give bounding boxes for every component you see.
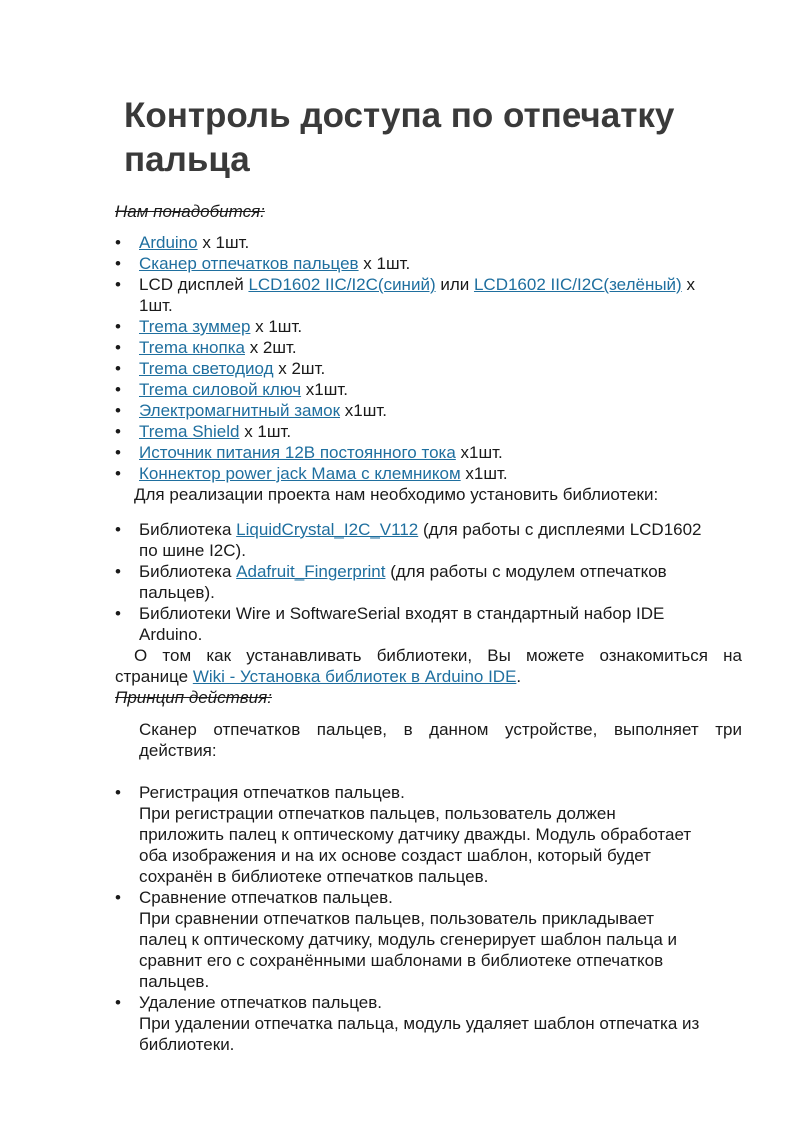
list-item: [115, 400, 745, 421]
action-desc: палец к оптическому датчику, модуль сгенерирует шаблон пальца и: [139, 930, 678, 949]
principle-heading: Принцип действия:: [115, 688, 272, 707]
action-name: • Удаление отпечатков пальцев.: [139, 993, 382, 1012]
action-name: • Сравнение отпечатков пальцев.: [139, 888, 393, 907]
list-item: [115, 463, 745, 484]
list-item: [115, 274, 745, 316]
action-desc: сравнит его с сохранёнными шаблонами в библиотеке отпечатков: [139, 951, 664, 970]
part-text: или: [435, 275, 474, 294]
action-desc: сохранён в библиотеке отпечатков пальцев.: [139, 867, 489, 886]
lib-text: пальцев).: [139, 583, 215, 602]
list-item: [115, 603, 745, 645]
lib-text: Библиотеки Wire и SoftwareSerial входят в стандартный набор IDE: [139, 604, 665, 623]
part-link-arduino[interactable]: Arduino: [139, 233, 198, 252]
part-link-button[interactable]: Trema кнопка: [139, 338, 245, 357]
part-link-led[interactable]: Trema светодиод: [139, 359, 274, 378]
part-qty: x 2шт.: [273, 359, 326, 378]
part-link-lock[interactable]: Электромагнитный замок: [139, 401, 341, 420]
lib-text: по шине I2C).: [139, 541, 246, 560]
libs-intro: Для реализации проекта нам необходимо установить библиотеки:: [134, 485, 659, 504]
principle-intro-text: Сканер отпечатков пальцев, в данном устройстве, выполняет три: [139, 720, 742, 739]
needs-heading: Нам понадобится:: [115, 202, 265, 221]
install-text: О том как устанавливать библиотеки, Вы можете ознакомиться на: [134, 646, 742, 665]
part-qty: 1шт.: [139, 296, 173, 315]
part-text: LCD дисплей: [139, 275, 249, 294]
part-qty: x 1шт.: [197, 233, 250, 252]
action-desc: При регистрации отпечатков пальцев, пользователь должен: [139, 804, 616, 823]
actions-list: [115, 782, 745, 1055]
list-item: [115, 421, 745, 442]
part-qty: x 1шт.: [358, 254, 411, 273]
part-link-lcd-green[interactable]: LCD1602 IIC/I2C(зелёный): [473, 275, 682, 294]
part-link-lcd-blue[interactable]: LCD1602 IIC/I2C(синий): [248, 275, 436, 294]
list-item: [115, 442, 745, 463]
list-item: [115, 992, 745, 1055]
part-link-power-switch[interactable]: Trema силовой ключ: [139, 380, 302, 399]
list-item: [115, 379, 745, 400]
action-desc: приложить палец к оптическому датчику дважды. Модуль обработает: [139, 825, 692, 844]
principle-intro: [139, 719, 742, 761]
lib-link-fingerprint[interactable]: Adafruit_Fingerprint: [236, 562, 386, 581]
action-name: • Регистрация отпечатков пальцев.: [139, 783, 405, 802]
part-qty: x 1шт.: [239, 422, 292, 441]
action-desc: При удалении отпечатка пальца, модуль удаляет шаблон отпечатка из: [139, 1014, 700, 1033]
part-link-buzzer[interactable]: Trema зуммер: [139, 317, 251, 336]
list-item: [115, 519, 745, 561]
list-item: [115, 561, 745, 603]
part-link-power-jack[interactable]: Коннектор power jack Мама с клемником: [139, 464, 461, 483]
list-item: [115, 887, 745, 992]
list-item: [115, 232, 745, 253]
part-qty: x1шт.: [340, 401, 387, 420]
part-qty: x1шт.: [455, 443, 503, 462]
lib-text: (для работы с модулем отпечатков: [385, 562, 667, 581]
list-item: [115, 358, 745, 379]
lib-text: Библиотека: [139, 562, 237, 581]
install-paragraph: [115, 645, 742, 687]
list-item: [115, 316, 745, 337]
lib-text: Arduino.: [139, 625, 203, 644]
parts-list: [115, 232, 745, 484]
part-qty: x1шт.: [460, 464, 508, 483]
part-link-shield[interactable]: Trema Shield: [139, 422, 240, 441]
list-item: [115, 253, 745, 274]
action-desc: библиотеки.: [139, 1035, 235, 1054]
lib-link-liquidcrystal[interactable]: LiquidCrystal_I2C_V112: [236, 520, 419, 539]
lib-text: (для работы с дисплеями LCD1602: [418, 520, 702, 539]
part-link-power-supply[interactable]: Источник питания 12В постоянного тока: [139, 443, 456, 462]
lib-text: Библиотека: [139, 520, 237, 539]
install-text: .: [516, 667, 522, 686]
page-title: Контроль доступа по отпечатку пальца: [124, 96, 675, 179]
part-qty: x1шт.: [301, 380, 349, 399]
action-desc: пальцев.: [139, 972, 210, 991]
list-item: [115, 782, 745, 887]
part-link-fingerprint-scanner[interactable]: Сканер отпечатков пальцев: [139, 254, 359, 273]
part-qty: x 2шт.: [244, 338, 297, 357]
action-desc: оба изображения и на их основе создаст шаблон, который будет: [139, 846, 651, 865]
part-qty: x 1шт.: [250, 317, 303, 336]
libs-list: [115, 519, 745, 645]
install-text: странице: [115, 667, 193, 686]
principle-intro-text: действия:: [139, 741, 217, 760]
wiki-install-link[interactable]: Wiki - Установка библиотек в Arduino IDE: [192, 667, 517, 686]
action-desc: При сравнении отпечатков пальцев, пользователь прикладывает: [139, 909, 655, 928]
part-qty: x: [681, 275, 695, 294]
list-item: [115, 337, 745, 358]
